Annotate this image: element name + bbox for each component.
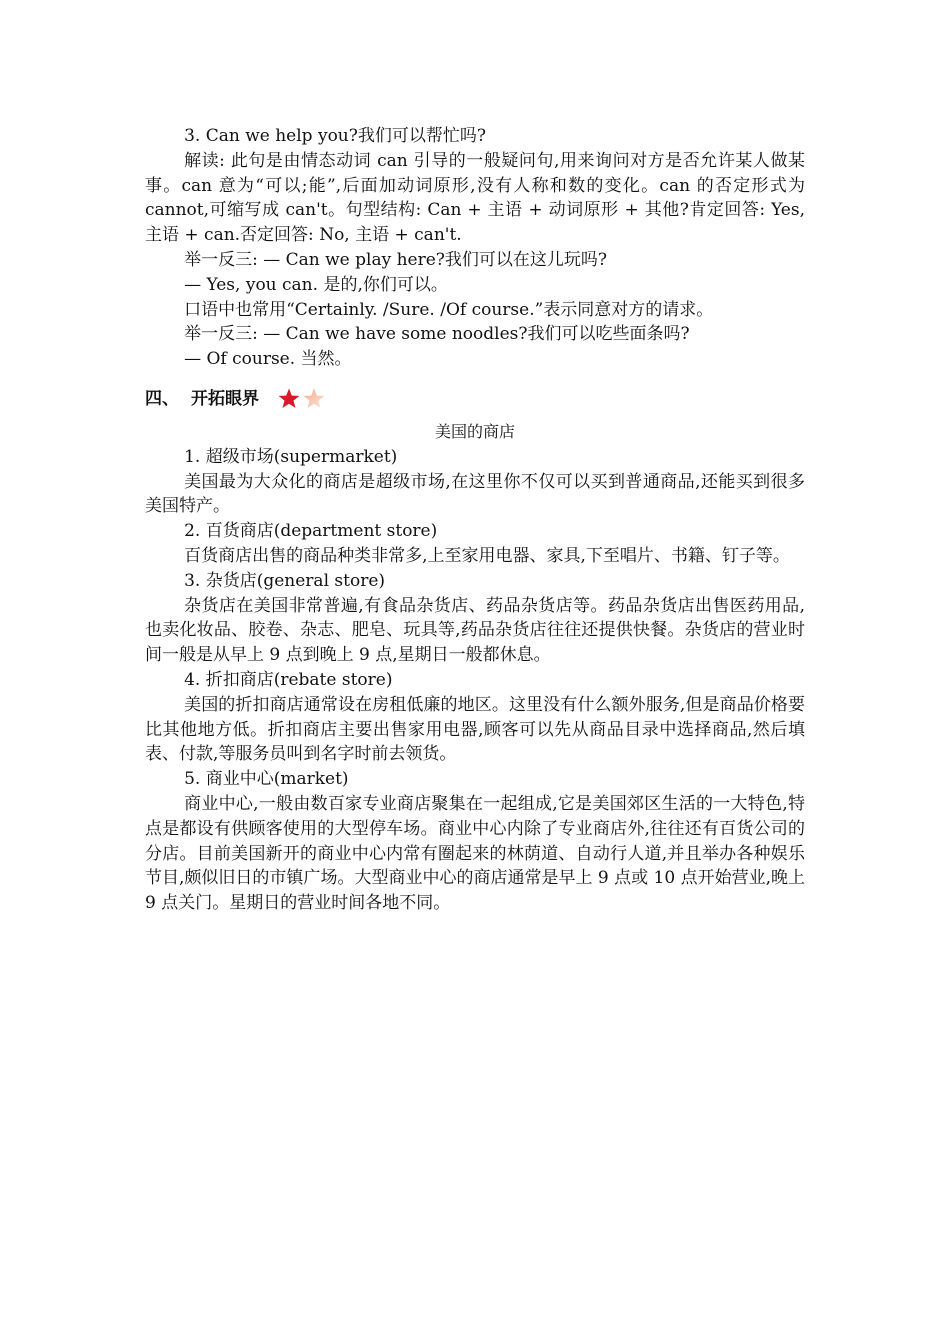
- section4-number: 四、: [145, 388, 179, 409]
- article-item-body: 杂货店在美国非常普遍,有食品杂货店、药品杂货店等。药品杂货店出售医药用品,也卖化妆品、胶卷、杂志、肥皂、玩具等,药品杂货店往往还提供快餐。杂货店的营业时间一般是从早上 9 点到晚上 9 点,星期日一般都休息。: [145, 595, 805, 666]
- difficulty-stars: [277, 387, 326, 411]
- section3-note: 口语中也常用“Certainly. /Sure. /Of course.”表示同意对方的请求。: [184, 299, 714, 320]
- section4-heading: [145, 384, 805, 414]
- article-item-heading: 4. 折扣商店(rebate store): [184, 669, 393, 690]
- section3-analysis: 解读: 此句是由情态动词 can 引导的一般疑问句,用来询问对方是否允许某人做某事。can 意为“可以;能”,后面加动词原形,没有人称和数的变化。can 的否定形式为 cannot,可缩写成 can't。句型结构: Can + 主语 + 动词原形 + 其他?肯定回答: Yes, 主语 + can.否定回答: No, 主语 + can't.: [145, 150, 805, 246]
- section3-example2-question: 举一反三: — Can we have some noodles?我们可以吃些面条吗?: [184, 324, 690, 345]
- star-filled-icon: [277, 387, 301, 411]
- section4-title: 开拓眼界: [191, 388, 259, 409]
- article-item-heading: 3. 杂货店(general store): [184, 570, 386, 591]
- article-item-heading: 2. 百货商店(department store): [184, 521, 438, 542]
- section3-example1-question: 举一反三: — Can we play here?我们可以在这儿玩吗?: [184, 249, 608, 270]
- article-item-heading: 5. 商业中心(market): [184, 769, 349, 790]
- section3-heading: 3. Can we help you?我们可以帮忙吗?: [184, 126, 486, 146]
- section3-example1-answer: — Yes, you can. 是的,你们可以。: [184, 274, 448, 295]
- article-item-body: 美国的折扣商店通常设在房租低廉的地区。这里没有什么额外服务,但是商品价格要比其他地方低。折扣商店主要出售家用电器,顾客可以先从商品目录中选择商品,然后填表、付款,等服务员叫到名字时前去领货。: [145, 694, 805, 765]
- article-item-heading: 1. 超级市场(supermarket): [184, 446, 398, 467]
- article-item-body: 商业中心,一般由数百家专业商店聚集在一起组成,它是美国郊区生活的一大特色,特点是都设有供顾客使用的大型停车场。商业中心内除了专业商店外,往往还有百货公司的分店。目前美国新开的商业中心内常有圈起来的林荫道、自动行人道,并且举办各种娱乐节目,颇似旧日的市镇广场。大型商业中心的商店通常是早上 9 点或 10 点开始营业,晚上 9 点关门。星期日的营业时间各地不同。: [145, 793, 805, 914]
- page-content: [145, 124, 805, 916]
- section3-example2-answer: — Of course. 当然。: [184, 349, 352, 370]
- article-item-body: 美国最为大众化的商店是超级市场,在这里你不仅可以买到普通商品,还能买到很多美国特产。: [145, 471, 805, 517]
- article-item-body: 百货商店出售的商品种类非常多,上至家用电器、家具,下至唱片、书籍、钉子等。: [184, 545, 790, 566]
- article-title: 美国的商店: [434, 421, 515, 441]
- article-items: [145, 445, 805, 916]
- star-light-icon: [302, 387, 326, 411]
